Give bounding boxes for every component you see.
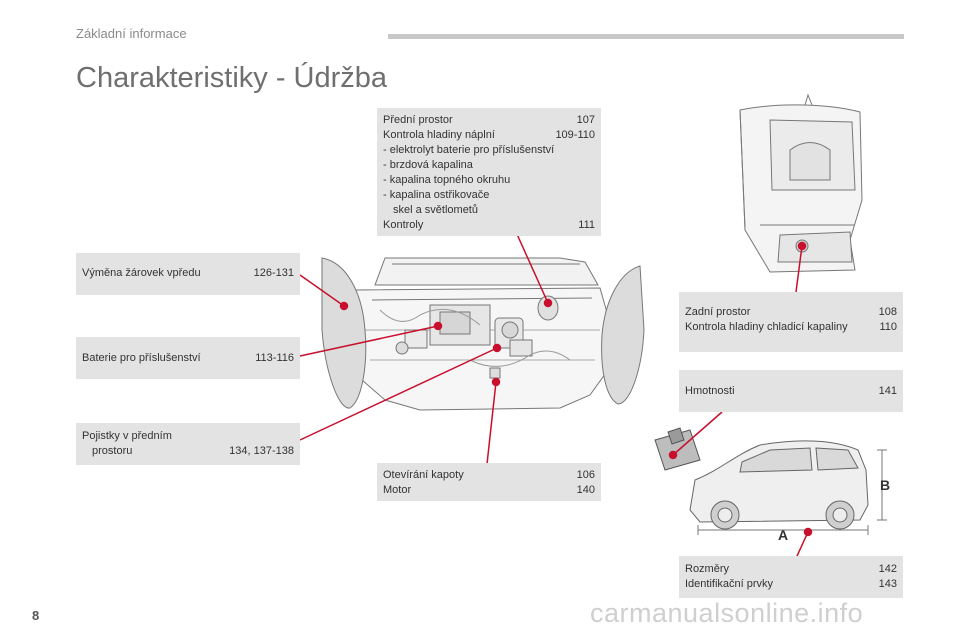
box-page: 110: [879, 321, 897, 333]
box-page: 141: [878, 385, 897, 397]
box-label: Kontroly: [383, 219, 424, 231]
box-page: 106: [576, 469, 595, 481]
box-hood-engine: [377, 463, 601, 501]
box-label: Zadní prostor: [685, 306, 751, 318]
watermark: carmanualsonline.info: [590, 598, 864, 628]
dimension-a-label: A: [778, 527, 789, 543]
box-page: 111: [578, 219, 595, 231]
dimension-b-label: B: [880, 477, 891, 493]
box-sub-item: - elektrolyt baterie pro příslušenství: [383, 143, 595, 158]
box-front-fuses: [76, 423, 300, 465]
box-label: Pojistky v předním: [82, 430, 172, 442]
box-page: 140: [576, 484, 595, 496]
page-title: Charakteristiky - Údržba: [76, 62, 388, 94]
box-page: 142: [878, 563, 897, 575]
box-sub-item: - kapalina ostřikovače: [383, 188, 595, 203]
box-label: Baterie pro příslušenství: [82, 352, 201, 364]
box-front-bulbs: [76, 253, 300, 295]
engine-bay-illustration: [322, 258, 644, 410]
box-front-compartment: [377, 108, 601, 236]
box-label: Otevírání kapoty: [383, 469, 464, 481]
page-number: 8: [32, 608, 40, 623]
box-sub-item: skel a světlometů: [393, 204, 478, 216]
box-weights: [679, 370, 903, 412]
box-page: 113-116: [255, 352, 294, 364]
box-label: Hmotnosti: [685, 385, 735, 397]
box-page: 134, 137-138: [229, 445, 294, 457]
box-accessory-battery: [76, 337, 300, 379]
box-label: prostoru: [92, 445, 133, 457]
box-dimensions: [679, 556, 903, 598]
box-label: Identifikační prvky: [685, 578, 774, 590]
box-page: 143: [878, 578, 897, 590]
box-page: 107: [576, 114, 595, 126]
box-label: Rozměry: [685, 563, 730, 575]
box-label: Motor: [383, 484, 412, 496]
box-sub-item: - kapalina topného okruhu: [383, 173, 595, 188]
box-label: Kontrola hladiny chladicí kapaliny: [685, 321, 848, 333]
weight-illustration: [655, 428, 700, 470]
box-label: Výměna žárovek vpředu: [82, 267, 201, 279]
car-side-illustration: [690, 441, 868, 529]
box-page: 108: [878, 306, 897, 318]
box-rear-compartment: [679, 292, 903, 352]
box-page: 109-110: [555, 129, 595, 141]
box-label: Přední prostor: [383, 114, 453, 126]
box-sub-item: - brzdová kapalina: [383, 158, 595, 173]
box-label: Kontrola hladiny náplní: [383, 129, 495, 141]
section-label: Základní informace: [76, 26, 187, 41]
box-page: 126-131: [253, 267, 294, 279]
